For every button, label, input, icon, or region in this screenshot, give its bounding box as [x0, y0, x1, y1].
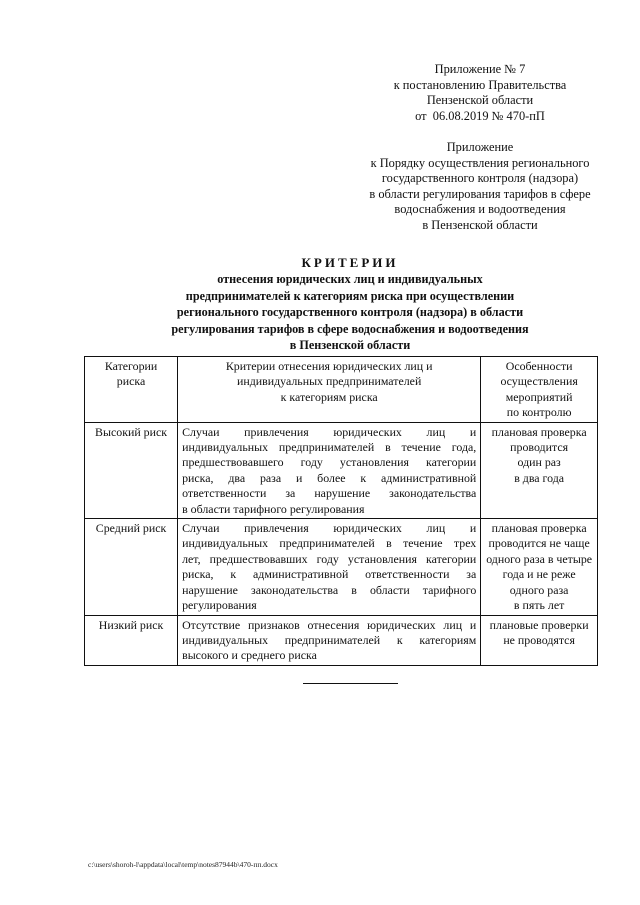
features-line: года и не реже: [502, 567, 576, 582]
criteria-table: [84, 356, 598, 666]
appendix-line: Приложение: [446, 140, 514, 154]
header-text: Критерии отнесения юридических лиц и: [225, 359, 433, 373]
criteria-line: предшествовавшего году установления категории: [182, 455, 477, 470]
appendix-line: государственного контроля (надзора): [381, 171, 579, 185]
title-line: регулирования тарифов в сфере водоснабжения и водоотведения: [171, 321, 529, 336]
criteria-line: индивидуальных предпринимателей к категориям: [182, 632, 477, 647]
category-cell: [85, 422, 178, 518]
category-text: Низкий риск: [98, 617, 164, 632]
title-line: отнесения юридических лиц и индивидуальных: [217, 272, 483, 287]
features-line: проводится: [510, 440, 569, 455]
features-line: плановая проверка: [491, 521, 587, 536]
features-line: проводится не чаще: [488, 536, 590, 551]
features-line: одного раза: [509, 582, 569, 597]
criteria-line: риска, к административной ответственности за: [182, 567, 477, 582]
features-cell: [481, 422, 598, 518]
appendix-7-header: [380, 62, 580, 124]
criteria-line: Случаи привлечения юридических лиц и: [182, 424, 477, 439]
title-line: в Пензенской области: [289, 338, 411, 353]
table-row: [85, 615, 598, 665]
criteria-line: регулирования: [182, 598, 257, 613]
header-text: индивидуальных предпринимателей: [237, 374, 422, 389]
category-cell: [85, 519, 178, 615]
appendix-7-line: к постановлению Правительства: [393, 77, 567, 92]
table-header-row: [85, 357, 598, 423]
features-line: одного раза в четыре: [486, 551, 593, 566]
title-line: регионального государственного контроля (надзора) в области: [176, 305, 524, 320]
title-line: предпринимателей к категориям риска при осуществлении: [185, 288, 515, 303]
header-category-cell: [85, 357, 178, 423]
features-line: не проводятся: [503, 632, 575, 647]
appendix-line: водоснабжения и водоотведения: [394, 202, 566, 216]
appendix-7-date-line: от 06.08.2019 № 470-пП: [415, 108, 545, 123]
features-cell: [481, 615, 598, 665]
criteria-line: ответственности за нарушение законодательства: [182, 486, 477, 501]
features-line: плановые проверки: [489, 617, 589, 632]
category-text: Средний риск: [95, 521, 167, 536]
criteria-cell: [178, 422, 481, 518]
criteria-line: лет, предшествовавших году установления категории: [182, 551, 477, 566]
table-row: [85, 422, 598, 518]
features-line: плановая проверка: [491, 424, 587, 439]
header-text: риска: [116, 374, 146, 389]
appendix-header: [355, 140, 605, 233]
appendix-7-line: Приложение № 7: [434, 62, 526, 76]
criteria-line: индивидуальных предпринимателей в течение года,: [182, 440, 477, 455]
appendix-line: в области регулирования тарифов в сфере: [369, 186, 591, 201]
features-line: один раз: [517, 455, 561, 470]
header-text: Категории: [104, 359, 158, 373]
criteria-cell: [178, 519, 481, 615]
criteria-line: Отсутствие признаков отнесения юридических лиц и: [182, 617, 477, 632]
category-cell: [85, 615, 178, 665]
closing-rule: [303, 683, 398, 684]
criteria-line: риска, два раза и более к административной: [182, 470, 477, 485]
document-title: [150, 255, 550, 353]
criteria-line: нарушение законодательства в области тарифного: [182, 582, 477, 597]
header-text: мероприятий: [505, 389, 573, 404]
appendix-7-line: Пензенской области: [426, 93, 534, 107]
features-line: в пять лет: [513, 598, 565, 613]
footer-file-path: c:\users\shoroh-l\appdata\local\temp\notes87944b\470-пп.docx: [88, 860, 278, 869]
criteria-line: индивидуальных предпринимателей в течение трех: [182, 536, 477, 551]
criteria-cell: [178, 615, 481, 665]
header-criteria-cell: [178, 357, 481, 423]
header-text: Особенности: [505, 359, 573, 373]
features-line: в два года: [514, 470, 565, 485]
title-heading: КРИТЕРИИ: [301, 255, 399, 270]
criteria-line: в области тарифного регулирования: [182, 501, 365, 516]
criteria-line: Случаи привлечения юридических лиц и: [182, 521, 477, 536]
criteria-line: высокого и среднего риска: [182, 648, 317, 663]
header-features-cell: [481, 357, 598, 423]
header-text: к категориям риска: [280, 389, 378, 404]
header-text: по контролю: [506, 405, 572, 420]
appendix-line: в Пензенской области: [422, 217, 538, 232]
table-row: [85, 519, 598, 615]
features-cell: [481, 519, 598, 615]
appendix-line: к Порядку осуществления регионального: [370, 155, 590, 170]
header-text: осуществления: [500, 374, 578, 389]
category-text: Высокий риск: [95, 424, 168, 439]
